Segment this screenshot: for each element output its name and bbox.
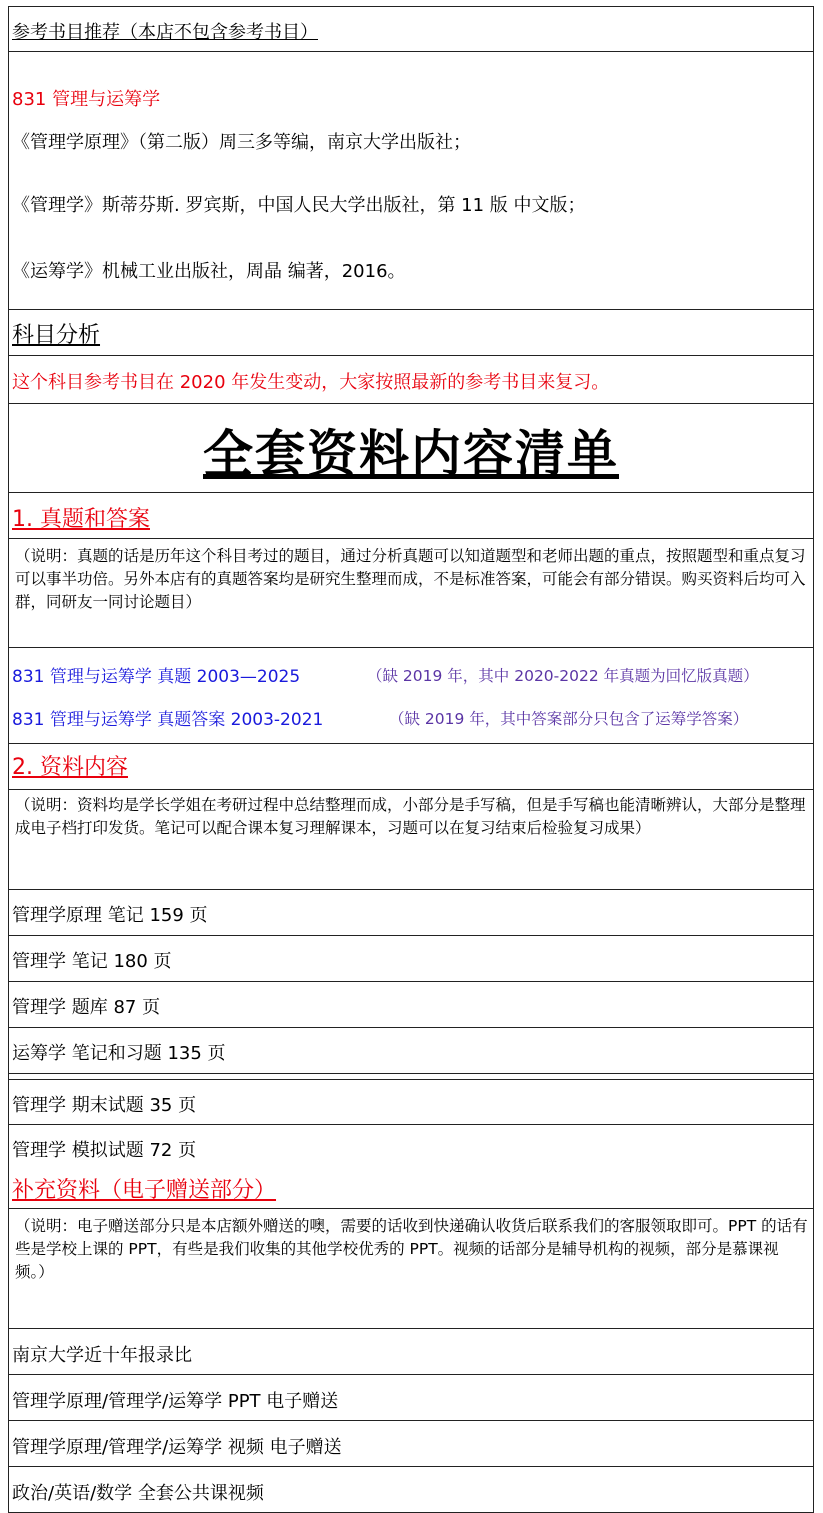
list-item (8, 1421, 814, 1467)
section3-heading-row (8, 1171, 814, 1209)
ref-book-2: 《管理学》斯蒂芬斯. 罗宾斯，中国人民大学出版社，第 11 版 中文版； (12, 195, 586, 216)
ref-heading-row (8, 6, 814, 52)
analysis-text-row (8, 356, 814, 404)
section1-note-row (8, 539, 814, 648)
list-item (8, 1125, 814, 1171)
list-item (8, 936, 814, 982)
analysis-heading-row (8, 310, 814, 356)
section1-heading-row (8, 493, 814, 539)
list-item (8, 1467, 814, 1513)
main-title-row (8, 404, 814, 493)
ref-book-1: 《管理学原理》（第二版）周三多等编，南京大学出版社； (12, 132, 471, 153)
bonus-admission-ratio: 南京大学近十年报录比 (12, 1345, 192, 1366)
bonus-public-course-videos: 政治/英语/数学 全套公共课视频 (12, 1483, 264, 1504)
analysis-text: 这个科目参考书目在 2020 年发生变动，大家按照最新的参考书目来复习。 (12, 372, 610, 393)
section1-items-row (8, 648, 814, 744)
list-item (8, 1028, 814, 1074)
list-item (8, 890, 814, 936)
section2-heading: 2. 资料内容 (12, 755, 128, 780)
exam-papers-label: 831 管理与运筹学 真题 2003—2025 (12, 667, 301, 687)
exam-answers-label: 831 管理与运筹学 真题答案 2003-2021 (12, 710, 324, 730)
list-item (8, 1079, 814, 1125)
bonus-ppt: 管理学原理/管理学/运筹学 PPT 电子赠送 (12, 1391, 339, 1412)
section2-note-row (8, 790, 814, 890)
material-mock-exams: 管理学 模拟试题 72 页 (12, 1140, 197, 1161)
exam-answers-remark: （缺 2019 年，其中答案部分只包含了运筹学答案） (389, 710, 749, 728)
material-question-bank: 管理学 题库 87 页 (12, 997, 161, 1018)
section2-note: （说明：资料均是学长学姐在考研过程中总结整理而成，小部分是手写稿，但是手写稿也能清晰辨认，大部分是整理成电子档打印发货。笔记可以配合课本复习理解课本，习题可以在复习结束后检验复习成果） (15, 796, 806, 837)
section1-heading: 1. 真题和答案 (12, 507, 150, 532)
analysis-heading: 科目分析 (12, 323, 101, 348)
material-operations-notes: 运筹学 笔记和习题 135 页 (12, 1043, 226, 1064)
section3-heading: 补充资料（电子赠送部分） (12, 1178, 277, 1203)
material-notes-principles: 管理学原理 笔记 159 页 (12, 905, 208, 926)
list-item (8, 1329, 814, 1375)
main-title: 全套资料内容清单 (203, 425, 619, 483)
section3-note-row (8, 1209, 814, 1329)
section3-note: （说明：电子赠送部分只是本店额外赠送的噢，需要的话收到快递确认收货后联系我们的客服领取即可。PPT 的话有些是学校上课的 PPT，有些是我们收集的其他学校优秀的 PPT。视频的话部分是辅导机构的视频，部分是慕课视频。） (15, 1217, 808, 1281)
list-item (8, 982, 814, 1028)
section2-heading-row (8, 744, 814, 790)
material-notes-management: 管理学 笔记 180 页 (12, 951, 172, 972)
list-item (8, 1375, 814, 1421)
ref-subject: 831 管理与运筹学 (12, 89, 161, 110)
section1-note: （说明：真题的话是历年这个科目考过的题目，通过分析真题可以知道题型和老师出题的重点，按照题型和重点复习可以事半功倍。另外本店有的真题答案均是研究生整理而成，不是标准答案，可能会有部分错误。购买资料后均可入群，同研友一同讨论题目） (15, 547, 806, 611)
ref-heading: 参考书目推荐（本店不包含参考书目） (12, 22, 318, 43)
ref-books-row (8, 52, 814, 310)
document (8, 6, 814, 1513)
bonus-videos: 管理学原理/管理学/运筹学 视频 电子赠送 (12, 1437, 342, 1458)
exam-papers-remark: （缺 2019 年，其中 2020-2022 年真题为回忆版真题） (367, 667, 759, 685)
material-final-exams: 管理学 期末试题 35 页 (12, 1095, 197, 1116)
ref-book-3: 《运筹学》机械工业出版社，周晶 编著，2016。 (12, 261, 406, 282)
